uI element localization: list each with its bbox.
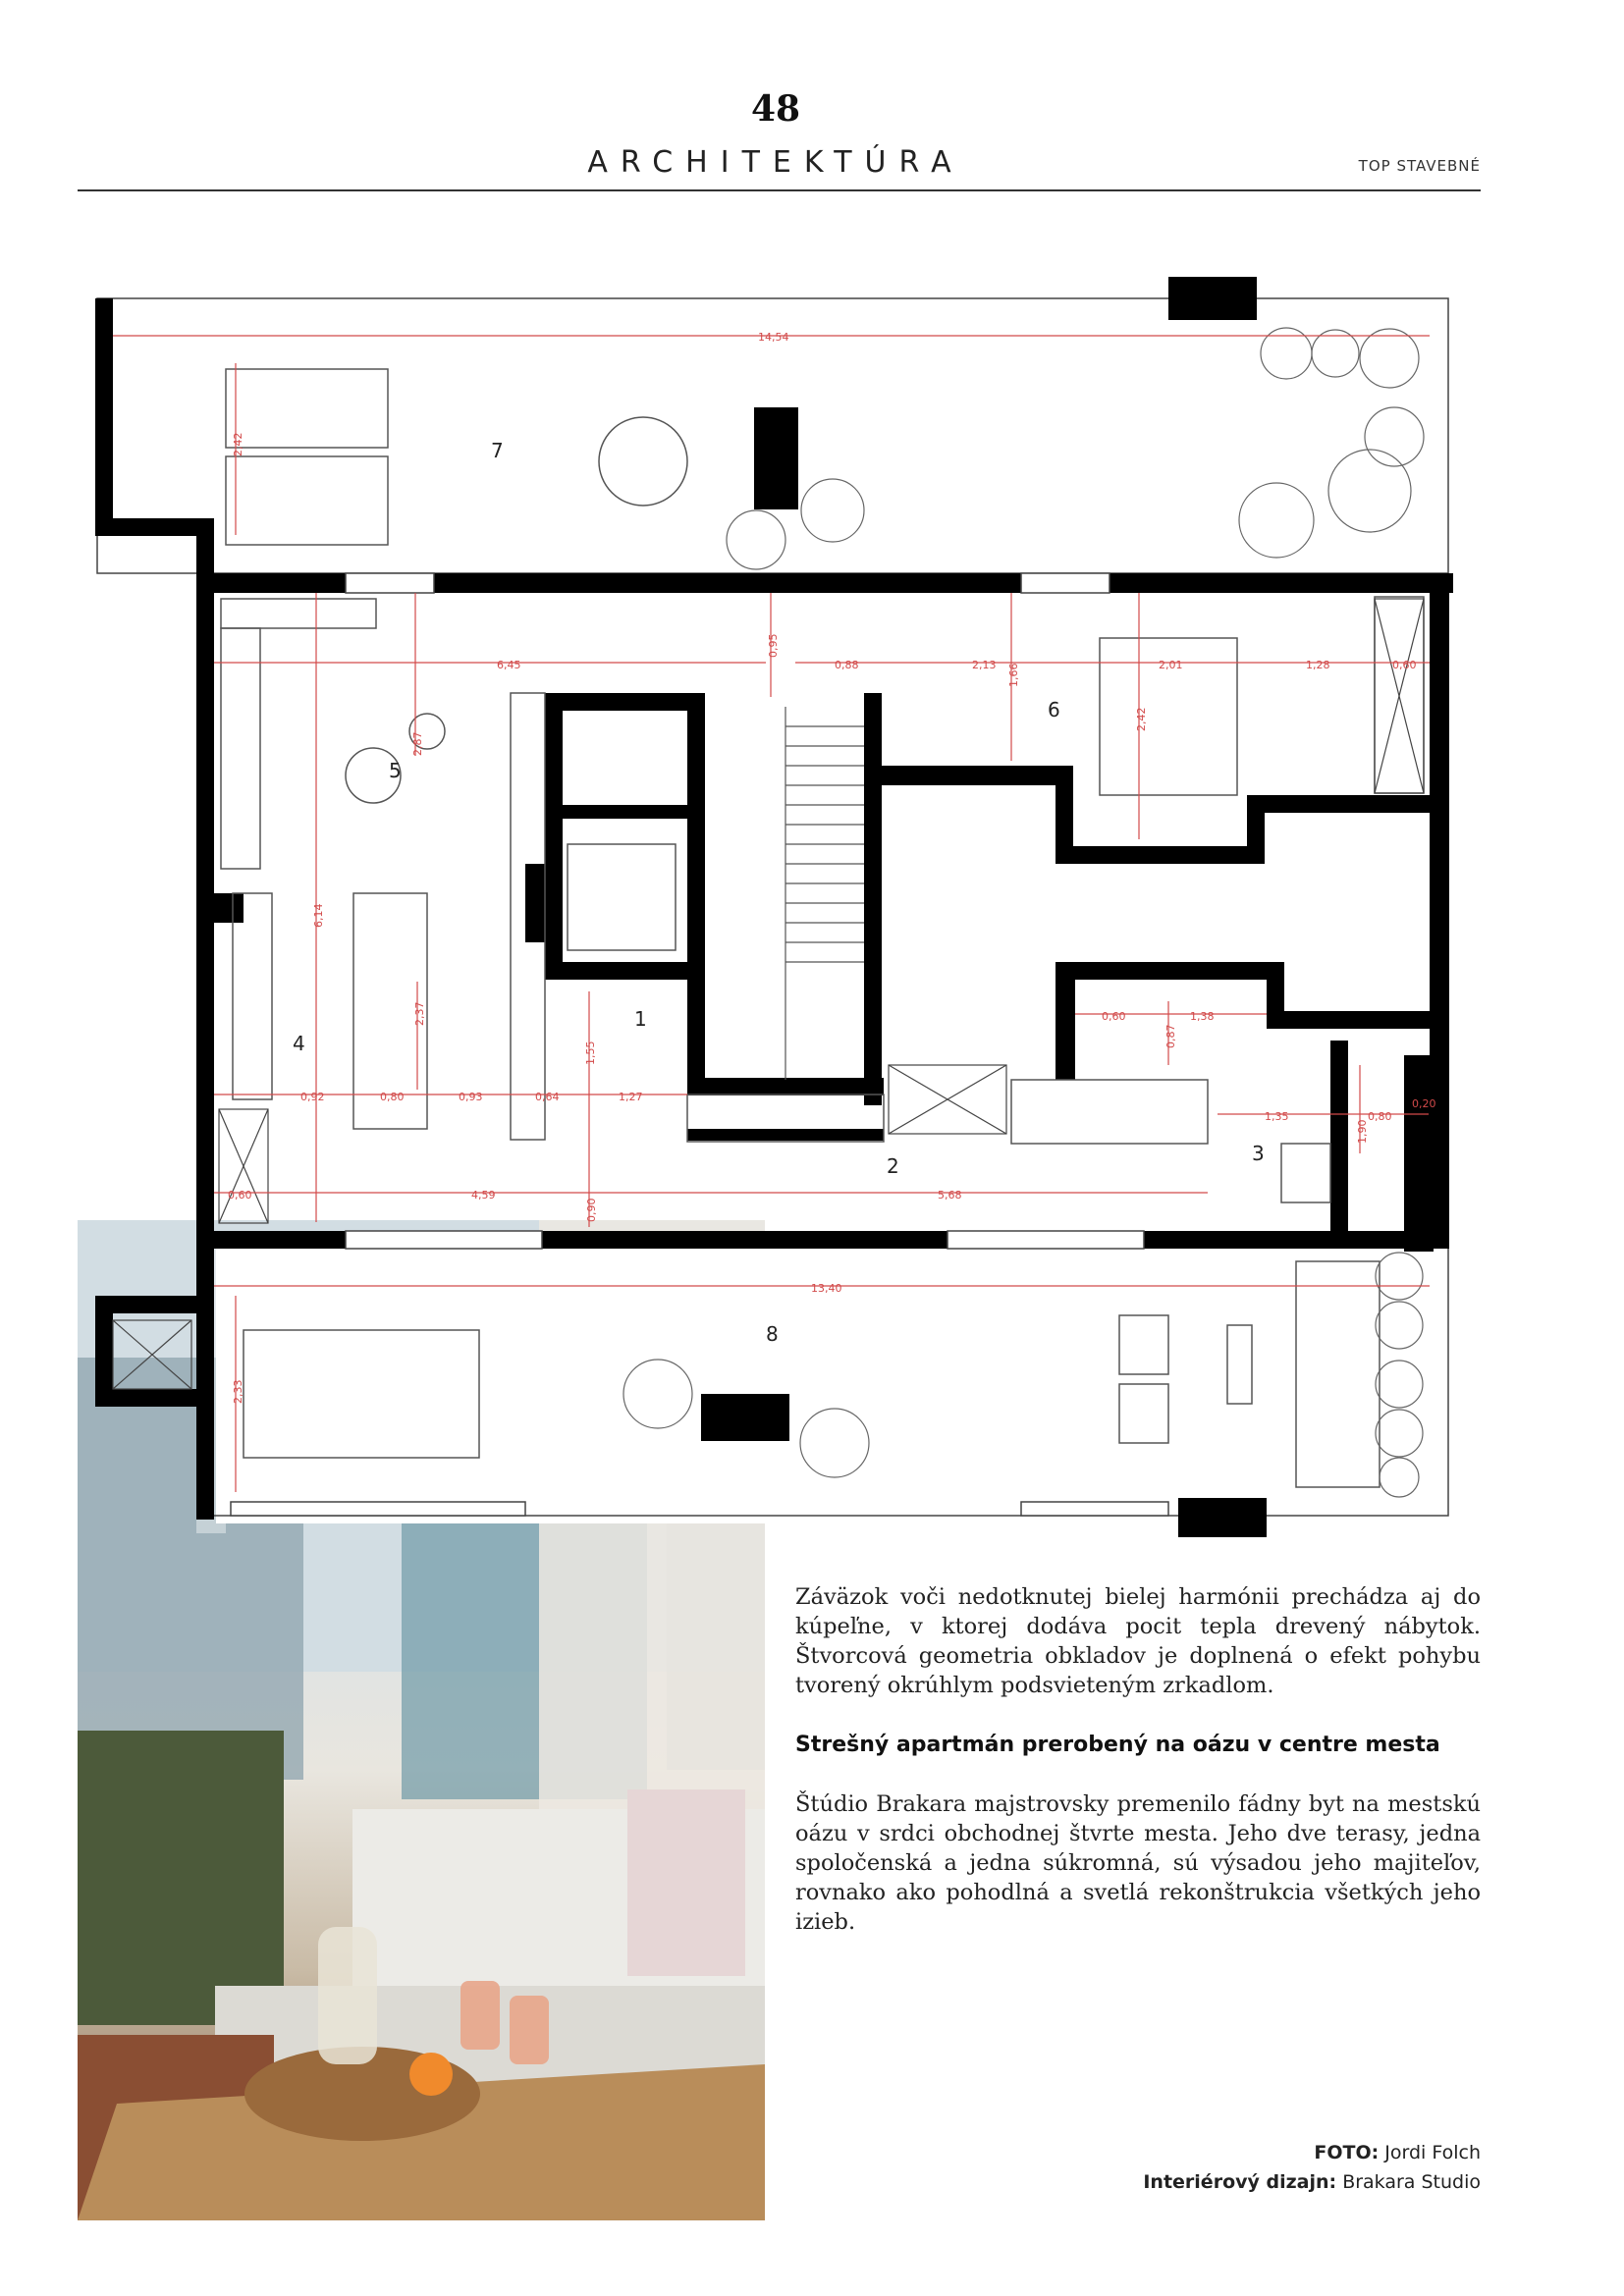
dim-label: 0,60 (228, 1189, 252, 1201)
dim-label: 1,66 (1007, 663, 1020, 687)
dim-label: 1,38 (1190, 1010, 1215, 1023)
dim-label: 0,60 (1392, 659, 1417, 671)
page-number: 48 (750, 88, 801, 130)
room-number-4: 4 (293, 1032, 305, 1055)
stair-treads (785, 707, 864, 1080)
dim-label: 0,90 (585, 1198, 598, 1222)
photo-credit (1143, 2138, 1481, 2167)
dim-label: 1,28 (1306, 659, 1330, 671)
dim-label: 2,01 (1159, 659, 1183, 671)
dim-label: 1,90 (1356, 1119, 1369, 1144)
room-number-6: 6 (1048, 698, 1060, 721)
dim-label: 4,59 (471, 1189, 496, 1201)
article-paragraph-2: Štúdio Brakara majstrovsky premenilo fádny byt na mestskú oázu v srdci obchodnej štvrte mesta. Jeho dve terasy, jedna spoločenská a jedna súkromná, sú výsadou jeho majiteľov, rovnako ako pohodlná a svetlá rekonštrukcia všetkých jeho izieb. (795, 1791, 1481, 1935)
dim-label: 6,45 (497, 659, 521, 671)
credits (1143, 2138, 1481, 2197)
dim-label: 0,20 (1412, 1097, 1436, 1110)
design-credit-label: Interiérový dizajn: (1143, 2171, 1337, 2193)
dim-label: 2,37 (413, 1001, 426, 1026)
dim-label: 0,92 (300, 1091, 325, 1103)
magazine-name: TOP STAVEBNÉ (1358, 157, 1481, 175)
dim-label: 14,54 (758, 331, 789, 344)
design-credit-value: Brakara Studio (1342, 2171, 1481, 2193)
dim-label: 2,13 (972, 659, 997, 671)
dim-label: 0,64 (535, 1091, 560, 1103)
dim-label: 6,14 (312, 903, 325, 928)
dim-label: 0,95 (767, 633, 780, 658)
dim-label: 2,33 (232, 1379, 244, 1404)
room-number-2: 2 (887, 1154, 899, 1178)
dim-label: 0,80 (1368, 1110, 1392, 1123)
dim-label: 0,87 (1164, 1024, 1177, 1048)
dim-label: 13,40 (811, 1282, 842, 1295)
section-title: ARCHITEKTÚRA (587, 145, 964, 180)
dim-label: 5,68 (938, 1189, 962, 1201)
room-number-5: 5 (389, 759, 402, 782)
room-number-3: 3 (1252, 1142, 1265, 1165)
article-paragraph-1: Záväzok voči nedotknutej bielej harmónii prechádza aj do kúpeľne, v ktorej dodáva pocit tepla drevený nábytok. Štvorcová geometria obkladov je doplnená o efekt pohybu tvorený okrúhlym podsvieteným zrkadlom. (795, 1584, 1481, 1698)
dim-label: 0,60 (1102, 1010, 1126, 1023)
dim-label: 0,93 (459, 1091, 483, 1103)
dim-label: 1,27 (619, 1091, 643, 1103)
article-subheading: Strešný apartmán prerobený na oázu v centre mesta (795, 1733, 1440, 1757)
photo-credit-label: FOTO: (1314, 2142, 1380, 2163)
dim-label: 0,88 (835, 659, 859, 671)
dim-label: 2,87 (411, 731, 424, 756)
dim-label: 1,55 (584, 1041, 597, 1065)
room-number-8: 8 (766, 1322, 779, 1346)
design-credit (1143, 2167, 1481, 2197)
photo-credit-value: Jordi Folch (1384, 2142, 1481, 2163)
room-number-7: 7 (491, 439, 504, 462)
room-number-1: 1 (634, 1007, 647, 1031)
dim-label: 2,42 (1135, 707, 1148, 731)
dim-label: 2,42 (232, 432, 244, 456)
dim-label: 1,35 (1265, 1110, 1289, 1123)
dim-label: 0,80 (380, 1091, 405, 1103)
